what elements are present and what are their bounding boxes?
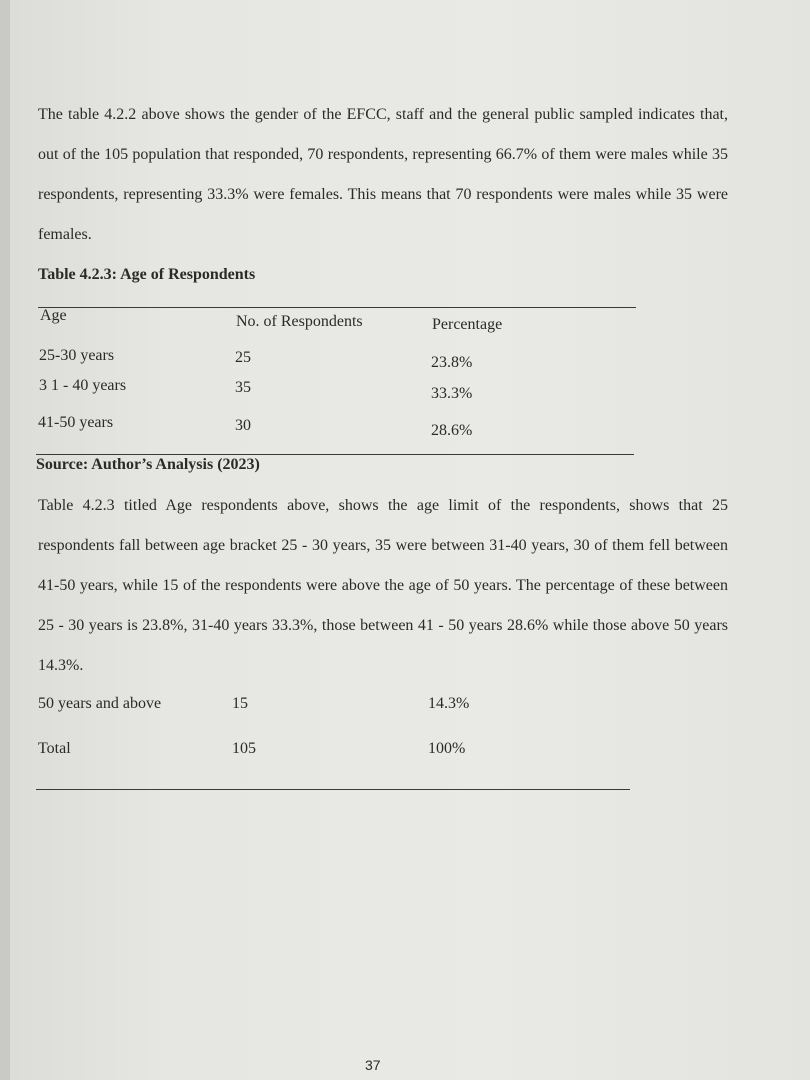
table-total-percentage: 100%: [428, 740, 466, 757]
table-total-label: Total: [38, 740, 71, 757]
table-row-1-age: 25-30 years: [39, 347, 115, 364]
page-number: 37: [365, 1057, 381, 1073]
table-row-2-count: 35: [235, 379, 251, 396]
table-row-4-age: 50 years and above: [38, 695, 162, 712]
table-row-4-count: 15: [232, 695, 248, 712]
table-total-count: 105: [232, 740, 256, 757]
table-middle-rule: [36, 454, 634, 455]
table-row-2-age: 3 1 - 40 years: [39, 377, 127, 394]
table-row-3-count: 30: [235, 417, 251, 434]
table-row-1-percentage: 23.8%: [431, 354, 473, 371]
table-caption: Table 4.2.3: Age of Respondents: [38, 266, 256, 283]
table-header-age: Age: [40, 307, 67, 324]
table-row-2-percentage: 33.3%: [431, 385, 473, 402]
table-source: Source: Author’s Analysis (2023): [36, 456, 260, 473]
document-page: [10, 0, 810, 1080]
table-top-rule: [38, 307, 636, 308]
paragraph-age-summary: Table 4.2.3 titled Age respondents above, shows the age limit of the respondents, shows that 25 respondents fall between age bracket 25 - 30 years, 35 were between 31-40 years, 30 of them fell between 41-50 years, while 15 of the respondents were above the age of 50 years. The percentage of these between 25 - 30 years is 23.8%, 31-40 years 33.3%, those between 41 - 50 years 28.6% while those above 50 years 14.3%.: [38, 497, 728, 674]
paragraph-gender-summary: The table 4.2.2 above shows the gender of the EFCC, staff and the general public sampled indicates that, out of the 105 population that responded, 70 respondents, representing 66.7% of them were males while 35 respondents, representing 33.3% were females. This means that 70 respondents were males while 35 were females.: [38, 106, 728, 243]
table-header-percentage: Percentage: [432, 316, 503, 333]
table-header-respondents: No. of Respondents: [236, 313, 363, 330]
table-row-4-percentage: 14.3%: [428, 695, 470, 712]
table-bottom-rule: [36, 789, 630, 790]
table-row-1-count: 25: [235, 349, 251, 366]
table-row-3-percentage: 28.6%: [431, 422, 473, 439]
table-row-3-age: 41-50 years: [38, 414, 114, 431]
